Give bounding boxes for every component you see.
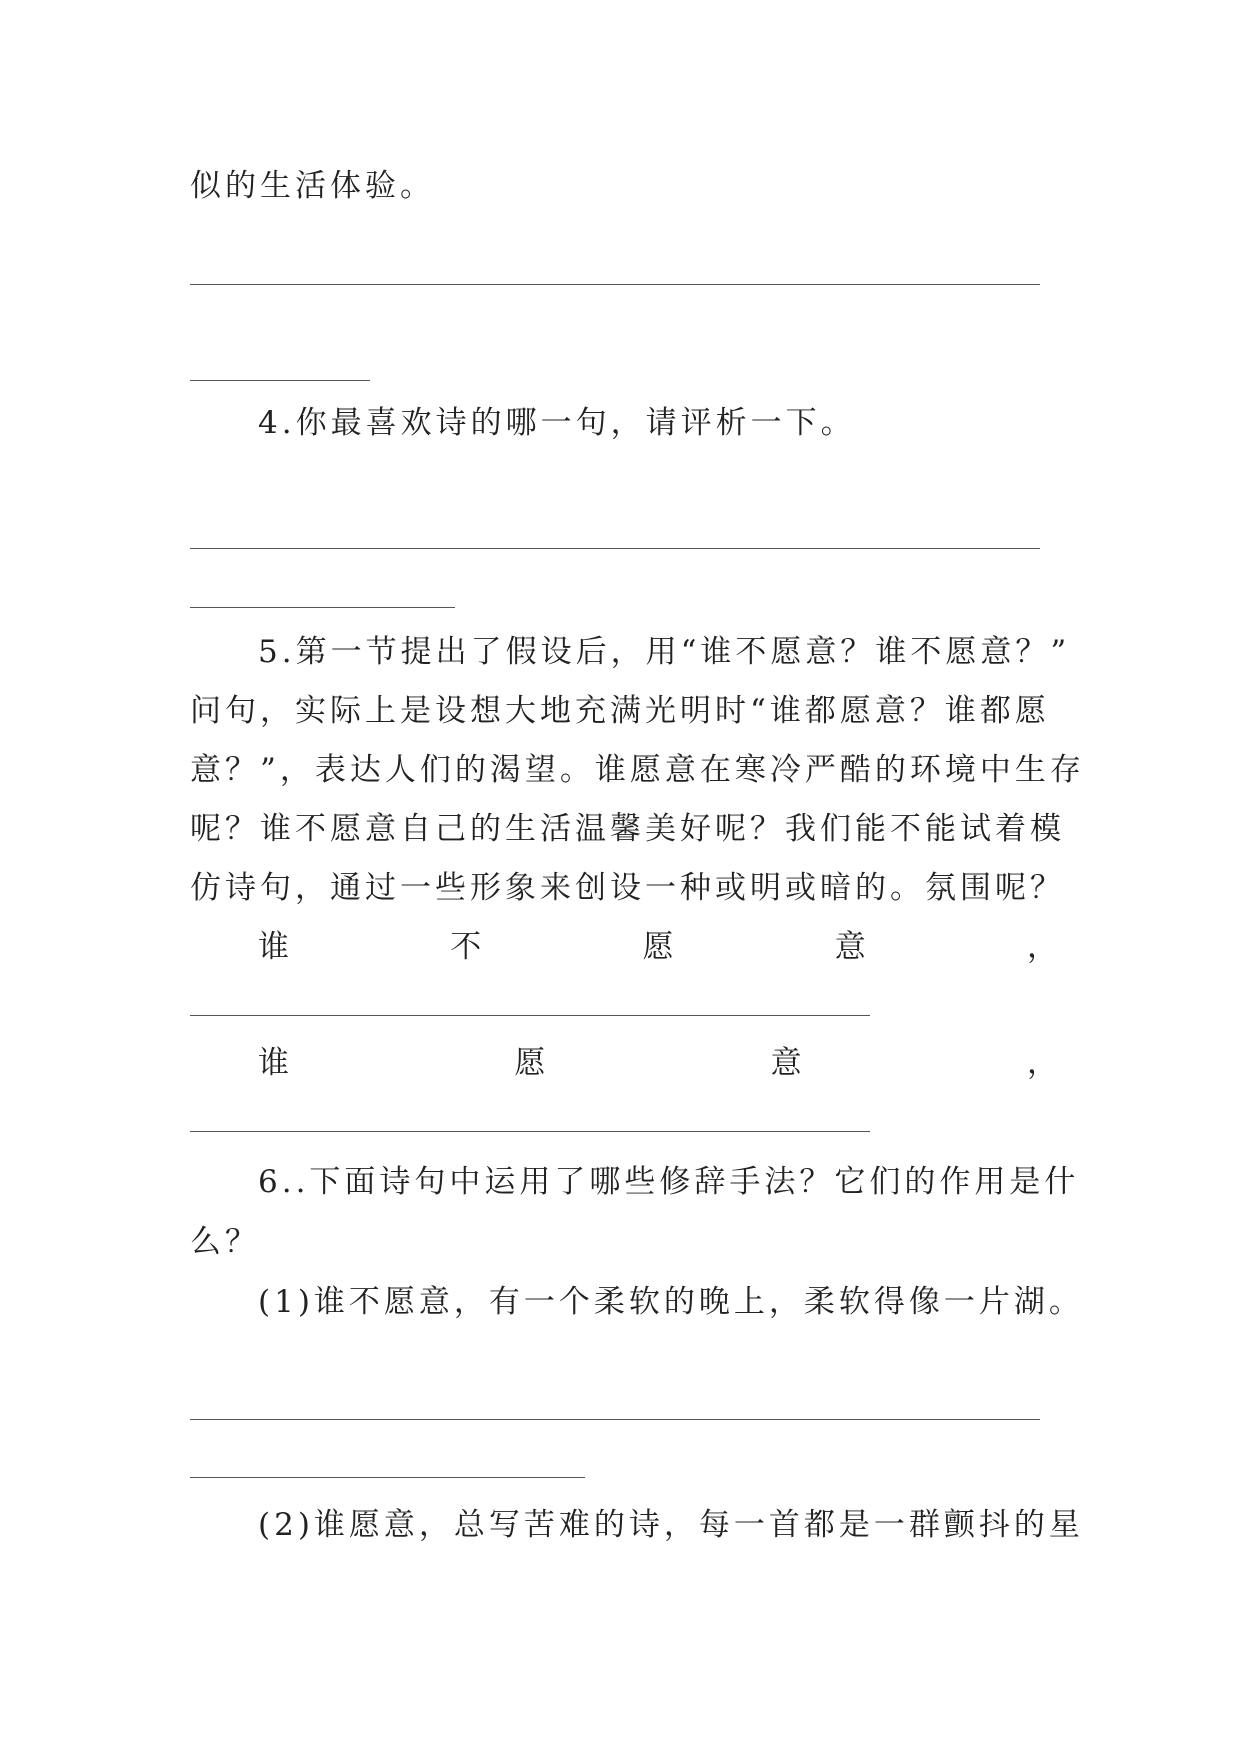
fill-char: 谁 [258,1045,289,1081]
answer-line [190,284,1040,285]
question-6: 6..下面诗句中运用了哪些修辞手法？它们的作用是什 [258,1164,1080,1200]
fill-char: 意 [770,1045,802,1081]
answer-line [190,548,1040,549]
fill-char: 愿 [642,929,674,965]
fill-char: 谁 [258,929,289,965]
question-5: 仿诗句，通过一些形象来创设一种或明或暗的。氛围呢？ [190,870,1065,906]
question-6-sub: (2)谁愿意，总写苦难的诗，每一首都是一群颤抖的星 [258,1507,1084,1543]
fill-char: 愿 [514,1045,546,1081]
answer-line [190,1131,870,1132]
fill-char: 意 [834,929,866,965]
fill-char: 不 [450,929,482,965]
fill-blank-row [258,927,1058,967]
text-line: 似的生活体验。 [190,168,435,204]
fill-blank-row [258,1043,1058,1083]
question-4: 4.你最喜欢诗的哪一句，请评析一下。 [258,405,856,441]
answer-line [190,1477,585,1478]
question-5: 意？”，表达人们的渴望。谁愿意在寒冷严酷的环境中生存 [190,752,1085,788]
answer-line [190,380,370,381]
answer-line [190,607,455,608]
question-6-sub: (1)谁不愿意，有一个柔软的晚上，柔软得像一片湖。 [258,1284,1084,1320]
answer-line [190,1015,870,1016]
question-6: 么？ [190,1224,260,1260]
fill-char: ， [1026,1045,1058,1081]
question-5: 呢？谁不愿意自己的生活温馨美好呢？我们能不能试着模 [190,811,1065,847]
question-5: 5.第一节提出了假设后，用“谁不愿意？谁不愿意？” [258,634,1071,670]
fill-char: ， [1027,929,1058,965]
question-5: 问句，实际上是设想大地充满光明时“谁都愿意？谁都愿 [190,693,1050,729]
answer-line [190,1419,1040,1420]
